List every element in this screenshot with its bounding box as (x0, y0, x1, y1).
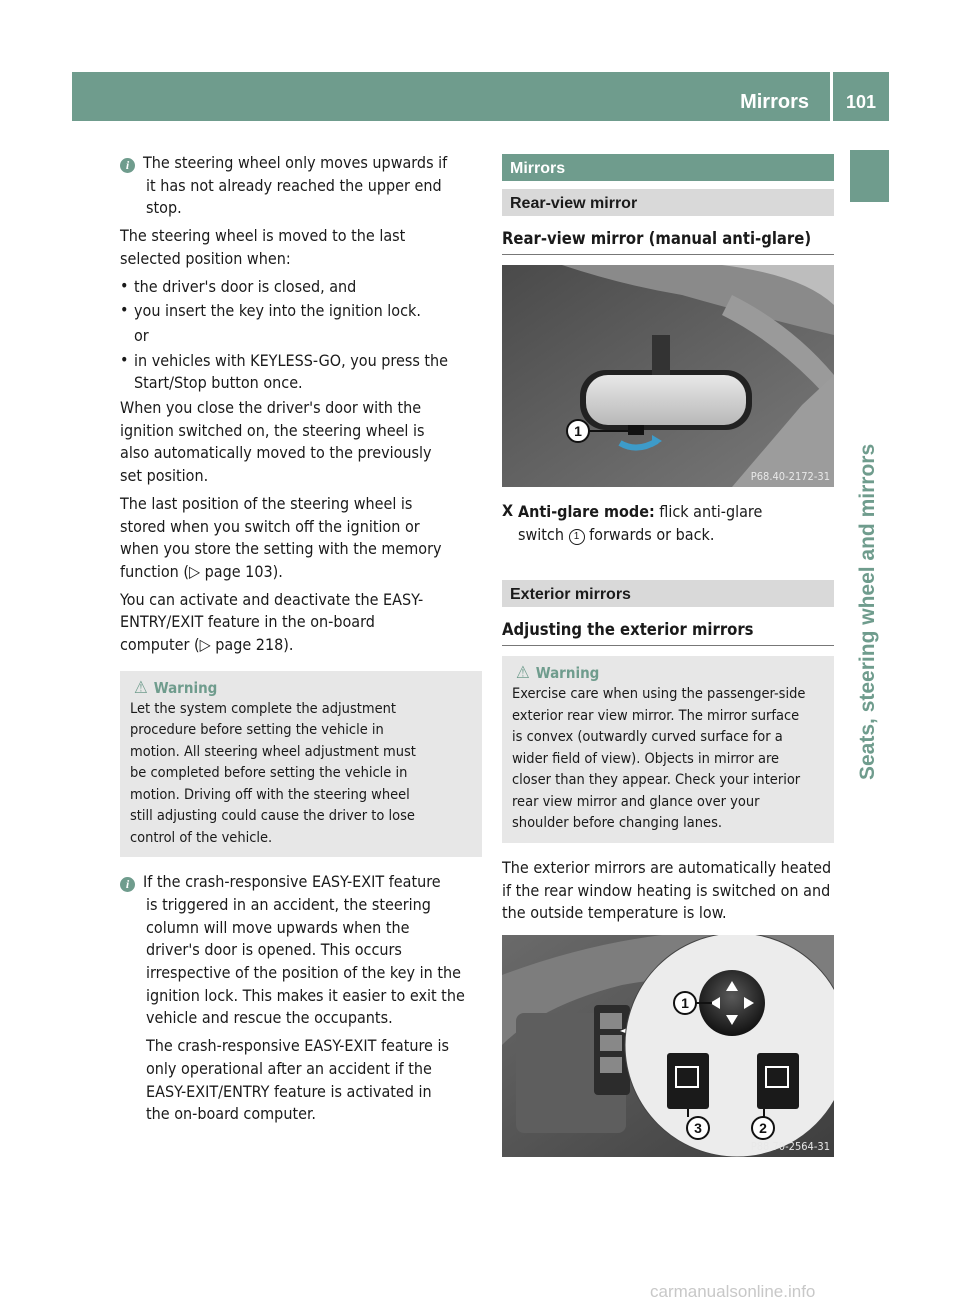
instruction-step: X Anti-glare mode: flick anti-glare switch 1 forwards or back. (502, 501, 763, 544)
warning-title: ⚠ Warning (134, 677, 218, 698)
subheading-adjusting-exterior-mirrors: Adjusting the exterior mirrors (502, 619, 834, 646)
info-icon: i (120, 877, 135, 892)
warning-box: ⚠ Warning Exercise care when using the passenger-side exterior rear view mirror. The mirror surface is convex (outwardly curved surface for a wider field of view). Objects in mirror are closer than they appear. Check your interior rear view mirror and glance over your shoulder before changing lanes. (502, 656, 834, 843)
info-note-2-continued: The crash-responsive EASY-EXIT feature is only operational after an accident if the EASY-EXIT/ENTRY feature is activated in the on-board computer. (146, 1036, 449, 1124)
section-heading-mirrors: Mirrors (502, 154, 834, 181)
paragraph: When you close the driver's door with the ignition switched on, the steering wheel is also automatically moved to the previously set position. (120, 398, 432, 486)
figure-rear-view-mirror (502, 265, 834, 487)
chapter-side-title-text: Seats, steering wheel and mirrors (856, 443, 879, 780)
step-marker-icon: X (502, 501, 514, 520)
paragraph: You can activate and deactivate the EASY- ENTRY/EXIT feature in the on-board computer (▷ page 218). (120, 589, 424, 655)
callout-1: 1 (566, 419, 590, 443)
chapter-tab (850, 150, 889, 202)
chapter-side-title (851, 443, 891, 820)
figure-code: P88.70-2564-31 (750, 1140, 830, 1154)
paragraph: The exterior mirrors are automatically heated if the rear window heating is switched on and the outside temperature is low. (502, 857, 832, 923)
bullet-icon: • (120, 275, 129, 295)
figure-code: P68.40-2172-31 (750, 470, 830, 483)
subheading-manual-anti-glare: Rear-view mirror (manual anti-glare) (502, 228, 834, 255)
paragraph: The last position of the steering wheel is stored when you switch off the ignition or when you store the setting with the memory function (▷ page 103). (120, 493, 442, 581)
warning-title: ⚠ Warning (516, 663, 600, 684)
bullet-icon: • (120, 349, 129, 369)
section-heading-rear-view-mirror: Rear-view mirror (502, 189, 834, 216)
left-column (120, 152, 482, 1131)
info-note-1: i The steering wheel only moves upwards if it has not already reached the upper end stop. (120, 152, 482, 220)
warning-box: ⚠ Warning Let the system complete the adjustment procedure before setting the vehicle in motion. All steering wheel adjustment must be completed before setting the vehicle in motion. Driving off with the steering wheel still adjusting could cause the driver to lose control of the vehicle. (120, 671, 482, 858)
header-section-title: Mirrors (740, 91, 809, 113)
warning-triangle-icon: ⚠ (134, 677, 148, 698)
callout-3: 3 (686, 1116, 710, 1140)
exterior-mirror-controls-illustration (502, 935, 834, 1157)
watermark: carmanualsonline.info (650, 1282, 816, 1301)
or-text: or (134, 325, 149, 345)
page-number: 101 (845, 92, 877, 112)
rear-view-mirror-illustration (502, 265, 834, 487)
page-header (72, 72, 889, 121)
right-column (502, 154, 834, 1157)
info-icon: i (120, 158, 135, 173)
list-item: • the driver's door is closed, and (120, 275, 357, 296)
figure-exterior-mirror-controls (502, 935, 834, 1157)
info-note-2: i If the crash-responsive EASY-EXIT feature is triggered in an accident, the steering column will move upwards when the driver's door is opened. This occurs irrespective of the position of the key in the ignition lock. This makes it easier to exit the vehicle and rescue the occupants. (120, 871, 482, 1030)
callout-1: 1 (673, 991, 697, 1015)
paragraph: The steering wheel is moved to the last selected position when: (120, 226, 406, 268)
warning-triangle-icon: ⚠ (516, 663, 530, 684)
list-item: • in vehicles with KEYLESS-GO, you press the Start/Stop button once. (120, 349, 449, 393)
callout-2: 2 (751, 1116, 775, 1140)
callout-ref-1: 1 (569, 529, 585, 545)
bullet-icon: • (120, 300, 129, 320)
list-item: • you insert the key into the ignition lock. (120, 300, 421, 321)
section-heading-exterior-mirrors: Exterior mirrors (502, 580, 834, 607)
